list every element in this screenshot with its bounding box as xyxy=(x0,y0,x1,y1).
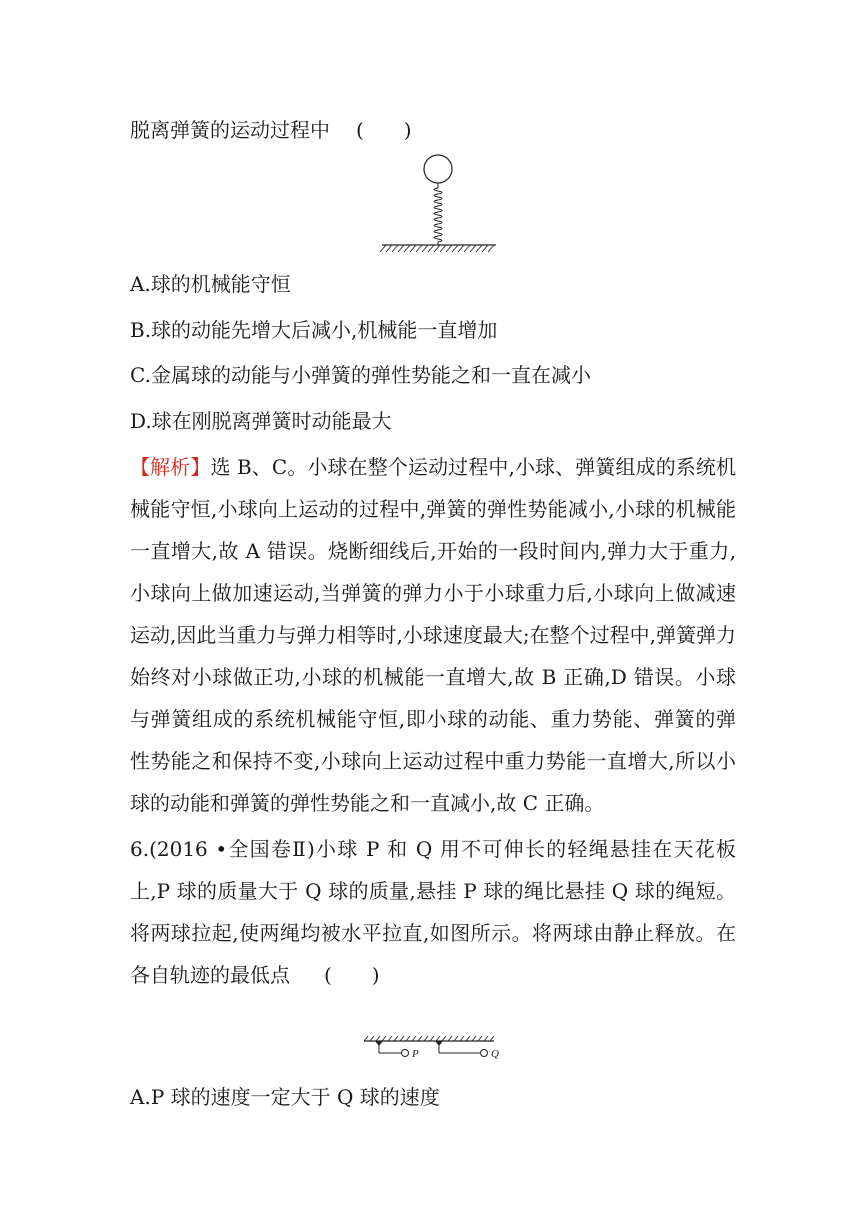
metal-ball xyxy=(424,155,452,183)
option-label: D. xyxy=(130,409,152,433)
ball-p xyxy=(402,1050,409,1057)
pendulum-figure xyxy=(362,1036,512,1064)
q5-analysis xyxy=(130,446,736,824)
q5-stem-line xyxy=(130,116,412,144)
label-q: Q xyxy=(491,1048,499,1060)
q5-answer-blank: ( ) xyxy=(356,118,412,142)
q6-answer-blank: ( ) xyxy=(324,963,380,987)
ball-spring-figure xyxy=(378,152,500,256)
ceiling-hatching xyxy=(364,1036,494,1041)
analysis-text: 选 B、C。小球在整个运动过程中,小球、弹簧组成的系统机械能守恒,小球向上运动的过程中,弹簧的弹性势能减小,小球的机械能一直增大,故 A 错误。烧断细线后,开始的一段时间内,弹力大于重力,小球向上做加速运动,当弹簧的弹力小于小球重力后,小球向上做减速运动,因此当重力与弹力相等时,小球速度最大;在整个过程中,弹簧弹力始终对小球做正功,小球的机械能一直增大,故 B 正确,D 错误。小球与弹簧组成的系统机械能守恒,即小球的动能、重力势能、弹簧的弹性势能之和保持不变,小球向上运动过程中重力势能一直增大,所以小球的动能和弹簧的弹性势能之和一直减小,故 C 正确。 xyxy=(130,455,737,815)
q5-stem-text: 脱离弹簧的运动过程中 xyxy=(130,118,330,142)
option-label: A. xyxy=(130,1085,151,1109)
option-text: P 球的速度一定大于 Q 球的速度 xyxy=(150,1085,440,1109)
q5-option-c xyxy=(130,361,591,389)
option-text: 金属球的动能与小弹簧的弹性势能之和一直在减小 xyxy=(150,363,591,387)
label-p: P xyxy=(412,1048,419,1060)
option-text: 球的机械能守恒 xyxy=(150,272,291,296)
option-label: A. xyxy=(130,272,151,296)
ball-q xyxy=(481,1050,488,1057)
q5-option-a xyxy=(130,270,291,298)
analysis-tag: 【解析】 xyxy=(130,455,211,479)
q5-option-d xyxy=(130,407,392,435)
q6-stem-text: 6.(2016 •全国卷Ⅱ)小球 P 和 Q 用不可伸长的轻绳悬挂在天花板上,P 球的质量大于 Q 球的质量,悬挂 P 球的绳比悬挂 Q 球的绳短。将两球拉起,使两绳均被水平拉直,如图所示。将两球由静止释放。在各自轨迹的最低点 xyxy=(130,837,736,987)
option-label: B. xyxy=(130,318,152,342)
q6-stem xyxy=(130,828,736,996)
ground-hatching xyxy=(380,245,494,252)
option-text: 球的动能先增大后减小,机械能一直增加 xyxy=(151,318,498,342)
option-label: C. xyxy=(130,363,151,387)
option-text: 球在刚脱离弹簧时动能最大 xyxy=(151,409,392,433)
q5-option-b xyxy=(130,316,497,344)
spring-coil xyxy=(434,183,442,245)
q6-option-a xyxy=(130,1083,440,1111)
